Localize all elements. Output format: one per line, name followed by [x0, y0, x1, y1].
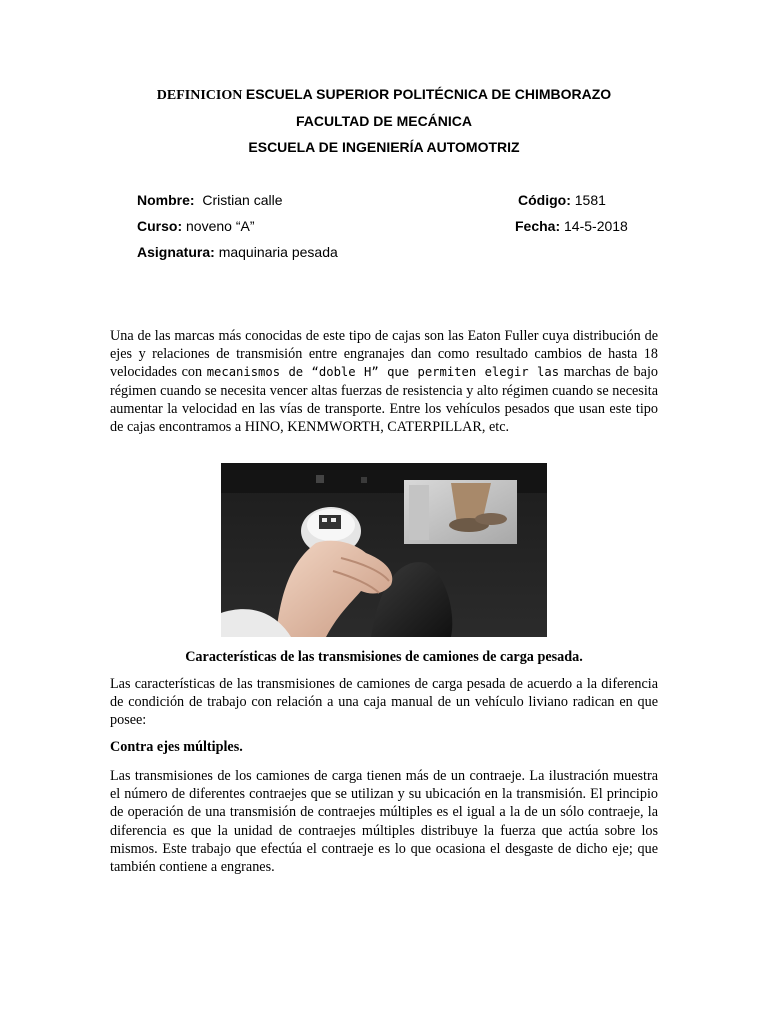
fecha-field — [515, 218, 628, 234]
asignatura-field — [137, 244, 338, 260]
intro-text-mono: mecanismos de “doble H” que permiten elegir las — [206, 365, 560, 380]
nombre-field — [137, 192, 282, 208]
characteristics-paragraph: Las características de las transmisiones de camiones de carga pesada de acuerdo a la diferencia de condición de trabajo con relación a una caja manual de un vehículo liviano radican en que posee: — [110, 676, 658, 729]
codigo-label: Código: — [518, 192, 571, 208]
intro-paragraph — [110, 327, 658, 436]
title-prefix: DEFINICION — [156, 88, 243, 103]
institution-title — [0, 86, 768, 104]
intro-text-a: Una de las marcas más conocidas de este tipo de cajas son las Eaton Fuller cuya distribución de ejes y relaciones de transmisión entre engranajes dan como resultado cambios de hasta 18 velocidades con — [110, 328, 658, 381]
school-name: ESCUELA DE INGENIERÍA AUTOMOTRIZ — [248, 139, 520, 155]
codigo-field — [518, 192, 606, 208]
codigo-value: 1581 — [574, 192, 606, 208]
section-heading: Contra ejes múltiples. — [110, 739, 243, 755]
curso-label: Curso: — [137, 218, 183, 234]
faculty-name: FACULTAD DE MECÁNICA — [295, 113, 473, 129]
contraejes-paragraph: Las transmisiones de los camiones de carga tienen más de un contraeje. La ilustración muestra el número de diferentes contraejes que se utilizan y su ubicación en la transmisión. El principio de operación de una transmisión de contraejes múltiples es el igual a la de un sólo contraeje, la diferencia es que la unidad de contraejes múltiples distribuye la fuerza que actúa sobre los mismos. Este trabajo que efectúa el contraeje es lo que ocasiona el desgaste de dicho eje; que también contiene a engranes. — [110, 768, 658, 876]
nombre-label: Nombre: — [137, 192, 195, 208]
fecha-label: Fecha: — [515, 218, 561, 234]
gear-shift-photo — [221, 463, 547, 637]
asignatura-label: Asignatura: — [137, 244, 215, 260]
figure-caption: Características de las transmisiones de camiones de carga pesada. — [185, 649, 583, 665]
curso-value: noveno “A” — [186, 218, 255, 234]
asignatura-value: maquinaria pesada — [218, 244, 338, 260]
curso-field — [137, 218, 255, 234]
intro-text-b: marchas de bajo régimen cuando se necesita vencer altas fuerzas de resistencia y alto régimen cuando se necesita aumentar la velocidad en las vías de transporte. Entre los vehículos pesados que usan este tipo de cajas encontramos a HINO, KENMWORTH, CATERPILLAR, etc. — [110, 364, 658, 436]
university-name: ESCUELA SUPERIOR POLITÉCNICA DE CHIMBORAZO — [245, 86, 612, 102]
fecha-value: 14-5-2018 — [564, 218, 628, 234]
nombre-value: Cristian calle — [202, 192, 283, 208]
